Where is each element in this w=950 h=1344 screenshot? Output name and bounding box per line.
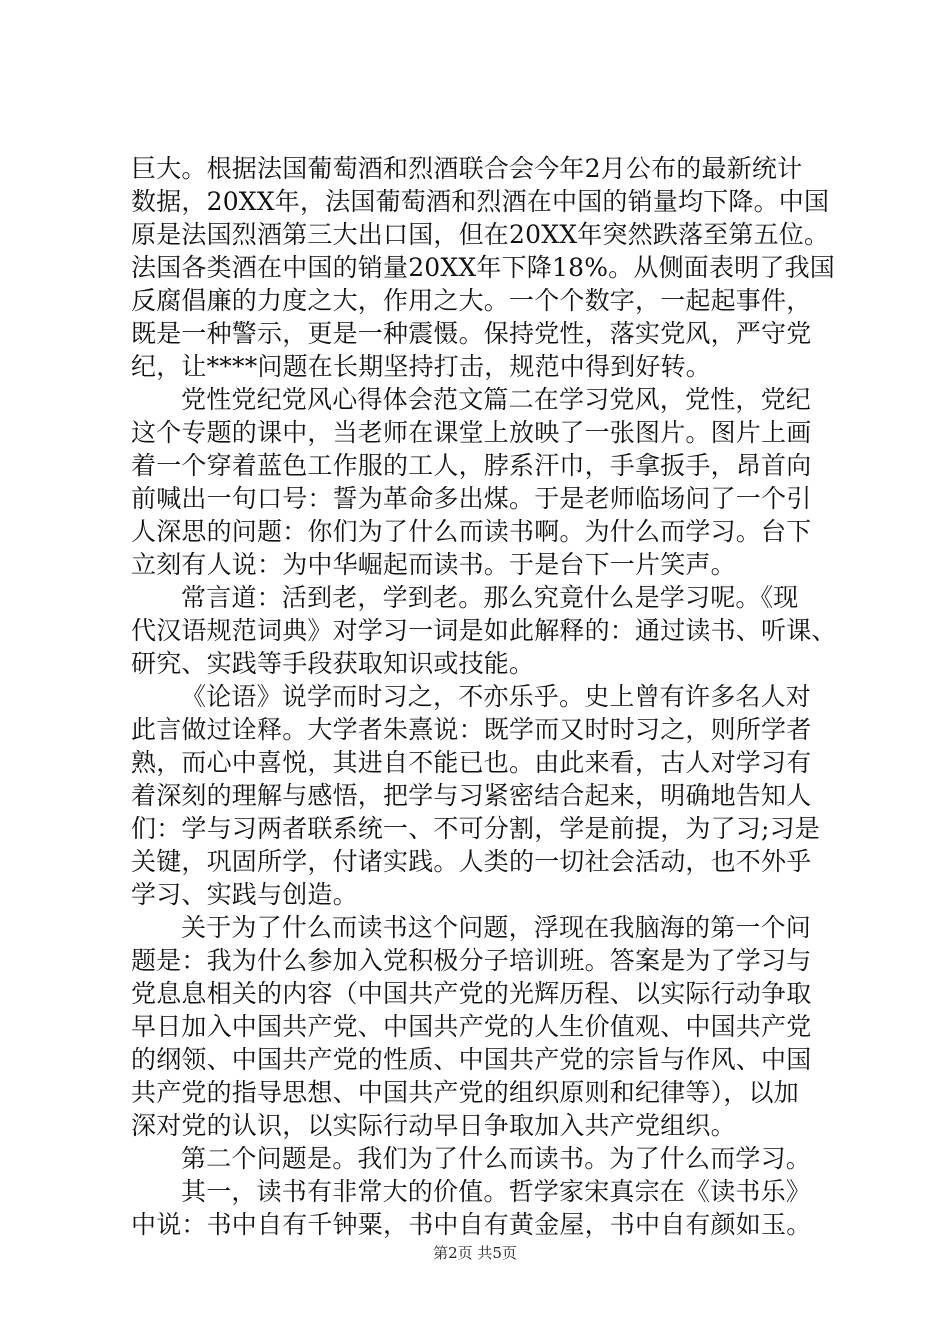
text-line: 共产党的指导思想、中国共产党的组织原则和纪律等），以加: [131, 1078, 799, 1107]
text-line: 立刻有人说：为中华崛起而读书。于是台下一片笑声。: [131, 550, 736, 579]
text-line: 研究、实践等手段获取知识或技能。: [131, 649, 535, 678]
text-line: 人深思的问题：你们为了什么而读书啊。为什么而学习。台下: [131, 517, 812, 546]
paragraph: [131, 680, 831, 911]
text-line: 代汉语规范词典》对学习一词是如此解释的：通过读书、听课、: [131, 616, 837, 645]
paragraph: [131, 383, 831, 581]
text-line: 熟，而心中喜悦，其进自不能已也。由此来看，古人对学习有: [131, 748, 812, 777]
text-line: 关键，巩固所学，付诸实践。人类的一切社会活动，也不外乎: [131, 847, 812, 876]
text-line: 既是一种警示，更是一种震慑。保持党性，落实党风，严守党: [131, 319, 812, 348]
text-line: 关于为了什么而读书这个问题，浮现在我脑海的第一个问: [181, 913, 812, 942]
text-line: 此言做过诠释。大学者朱熹说：既学而又时时习之，则所学者: [131, 715, 812, 744]
paragraph: [131, 911, 831, 1142]
paragraph: [131, 152, 835, 383]
text-line: 的纲领、中国共产党的性质、中国共产党的宗旨与作风、中国: [131, 1045, 812, 1074]
text-line: 法国各类酒在中国的销量20XX年下降18%。从侧面表明了我国: [131, 253, 835, 282]
text-line: 巨大。根据法国葡萄酒和烈酒联合会今年2月公布的最新统计: [131, 154, 803, 183]
text-line: 原是法国烈酒第三大出口国，但在20XX年突然跌落至第五位。: [131, 220, 830, 249]
text-line: 其一，读书有非常大的价值。哲学家宋真宗在《读书乐》: [181, 1177, 812, 1206]
page-footer: 第2页 共5页: [433, 1244, 517, 1262]
text-line: 学习、实践与创造。: [131, 880, 358, 909]
text-line: 第二个问题是。我们为了什么而读书。为了什么而学习。: [181, 1144, 812, 1173]
text-line: 前喊出一句口号：誓为革命多出煤。于是老师临场问了一个引: [131, 484, 812, 513]
text-line: 《论语》说学而时习之，不亦乐乎。史上曾有许多名人对: [181, 682, 812, 711]
text-line: 深对党的认识，以实际行动早日争取加入共产党组织。: [131, 1111, 736, 1140]
text-line: 党息息相关的内容（中国共产党的光辉历程、以实际行动争取: [131, 979, 812, 1008]
text-line: 这个专题的课中，当老师在课堂上放映了一张图片。图片上画: [131, 418, 812, 447]
text-line: 纪，让****问题在长期坚持打击，规范中得到好转。: [131, 352, 712, 381]
document-body: [131, 152, 837, 1241]
text-line: 们：学与习两者联系统一、不可分割，学是前提，为了习;习是: [131, 814, 821, 843]
paragraph: [131, 1142, 831, 1175]
paragraph: [131, 581, 837, 680]
text-line: 早日加入中国共产党、中国共产党的人生价值观、中国共产党: [131, 1012, 812, 1041]
text-line: 中说：书中自有千钟粟，书中自有黄金屋，书中自有颜如玉。: [131, 1210, 812, 1239]
text-line: 着深刻的理解与感悟，把学与习紧密结合起来，明确地告知人: [131, 781, 812, 810]
text-line: 着一个穿着蓝色工作服的工人，脖系汗巾，手拿扳手，昂首向: [131, 451, 812, 480]
paragraph: [131, 1175, 831, 1241]
text-line: 党性党纪党风心得体会范文篇二在学习党风，党性，党纪: [181, 385, 812, 414]
text-line: 反腐倡廉的力度之大，作用之大。一个个数字，一起起事件，: [131, 286, 812, 315]
text-line: 题是：我为什么参加入党积极分子培训班。答案是为了学习与: [131, 946, 812, 975]
text-line: 数据，20XX年，法国葡萄酒和烈酒在中国的销量均下降。中国: [131, 187, 830, 216]
text-line: 常言道：活到老，学到老。那么究竟什么是学习呢。《现: [181, 583, 799, 612]
